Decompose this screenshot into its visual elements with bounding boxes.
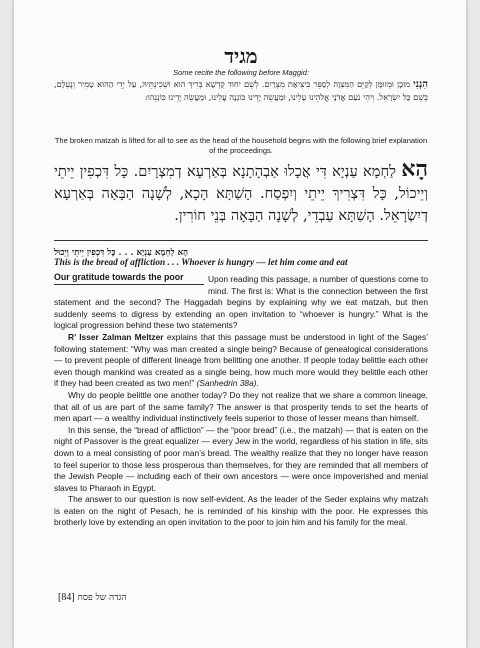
commentary-body [54, 274, 428, 529]
intro-instruction: Some recite the following before Maggid: [173, 68, 309, 77]
paragraph-2-text: explains that this passage must be understood in light of the Sages’ following statement: “Why was man created a single being? Because of genealogical considerations — to prevent people of different lineage from belitting one another. If people today belittle each other even though mankind was created as a single being, how much more would they belittle each other if they had been created as two men!” [54, 331, 428, 389]
page-footer [54, 592, 428, 603]
running-head: הגדה של פסח [77, 593, 127, 603]
paragraph-1 [54, 274, 428, 332]
page-content [54, 0, 428, 648]
divider-line [54, 240, 428, 241]
paragraph-3: Why do people belittle one another today? Do they not realize that we share a common lineage, that all of us are part of the same family? The answer is that prosperity tends to set the hearts of men apart — a wealthy individual instinctively feels superior to those of lesser means than himself. [54, 389, 428, 424]
rabbi-name: R’ Isser Zalman Meltzer [68, 331, 164, 342]
citation: (Sanhedrin 38a). [196, 378, 259, 389]
subheading: Our gratitude towards the poor [54, 272, 204, 285]
kavanah-text: מוּכָן וּמְזוּמָּן לְקַיֵּם הַמִּצְוָה לְסַפֵּר בִּיצִיאַת מִצְרַיִם. לְשֵׁם יִחוּד קֻדְשָׁא בְּרִיךְ הוּא וּשְׁכִינְתֵּיהּ, עַל יְדֵי הַהוּא טָמִיר וְנֶעְלָם, בְּשֵׁם כָּל יִשְׂרָאֵל. וִיהִי נֹעַם אֲדֹנָי אֱלֹהֵינוּ עָלֵינוּ, וּמַעֲשֵׂה יָדֵינוּ כּוֹנְנָה עָלֵינוּ, וּמַעֲשֵׂה יָדֵינוּ כּוֹנְנֵהוּ: [54, 79, 428, 102]
kavanah-paragraph [54, 78, 428, 104]
paragraph-2 [54, 332, 428, 390]
ha-lachma-text: לַחְמָא עַנְיָא דִּי אֲכָלוּ אַבְהָתָנָא בְּאַרְעָא דְמִצְרָיִם. כָּל דִּכְפִין יֵיתֵי וְיֵיכוֹל, כָּל דִּצְרִיךְ יֵיתֵי וְיִפְסַח. הָשַׁתָּא הָכָא, לְשָׁנָה הַבָּאָה בְּאַרְעָא דְיִשְׂרָאֵל. הָשַׁתָּא עַבְדֵי, לְשָׁנָה הַבָּאָה בְּנֵי חוֹרִין. [54, 163, 428, 224]
paragraph-4: In this sense, the “bread of affliction” — the “poor bread” (i.e., the matzah) — that is eaten on the night of Passover is the great equalizer — every Jew in the world, regardless of his station in life, sits down to a meal consisting of poor man’s bread. The wealthy realize that they no longer have reason to feel superior to those less prosperous than themselves, for they are reminded that all members of the Jewish People — including each of their own ancestors — were once impoverished and menial slaves to Pharaoh in Egypt. [54, 424, 428, 493]
paragraph-1-text: Upon reading this passage, a number of questions come to mind. The first is: What is the connection between the first statement and the second? The Haggadah begins by explaining why we eat matzah, but then suddenly seems to digress by extending an open invitation to “whoever is hungry.” What is the logical progression behind these two statements? [54, 274, 428, 331]
quote-english: This is the bread of affliction . . . Whoever is hungry — let him come and eat [54, 258, 348, 268]
ha-lachma-paragraph [54, 158, 428, 227]
book-page [14, 0, 466, 648]
ha-lachma-lead-word: הָא [401, 156, 428, 182]
section-title: מגיד [224, 44, 258, 68]
matzah-instruction: The broken matzah is lifted for all to see as the head of the household begins with the following brief explanation of the proceedings. [54, 136, 428, 155]
kavanah-lead-word: הִנְנִי [413, 79, 428, 90]
quote-hebrew: הָא לַחְמָא עַנְיָא . . . כָּל דִּכְפִין יֵיתֵי וְיֵכוּל [54, 248, 189, 258]
paragraph-5: The answer to our question is now self-evident. As the leader of the Seder explains why matzah is eaten on the night of Pesach, he is reminded of his kinship with the poor. He expresses this brotherly love by extending an open invitation to the poor to join him and his family for the meal. [54, 494, 428, 528]
page-number: [84] [58, 592, 75, 603]
